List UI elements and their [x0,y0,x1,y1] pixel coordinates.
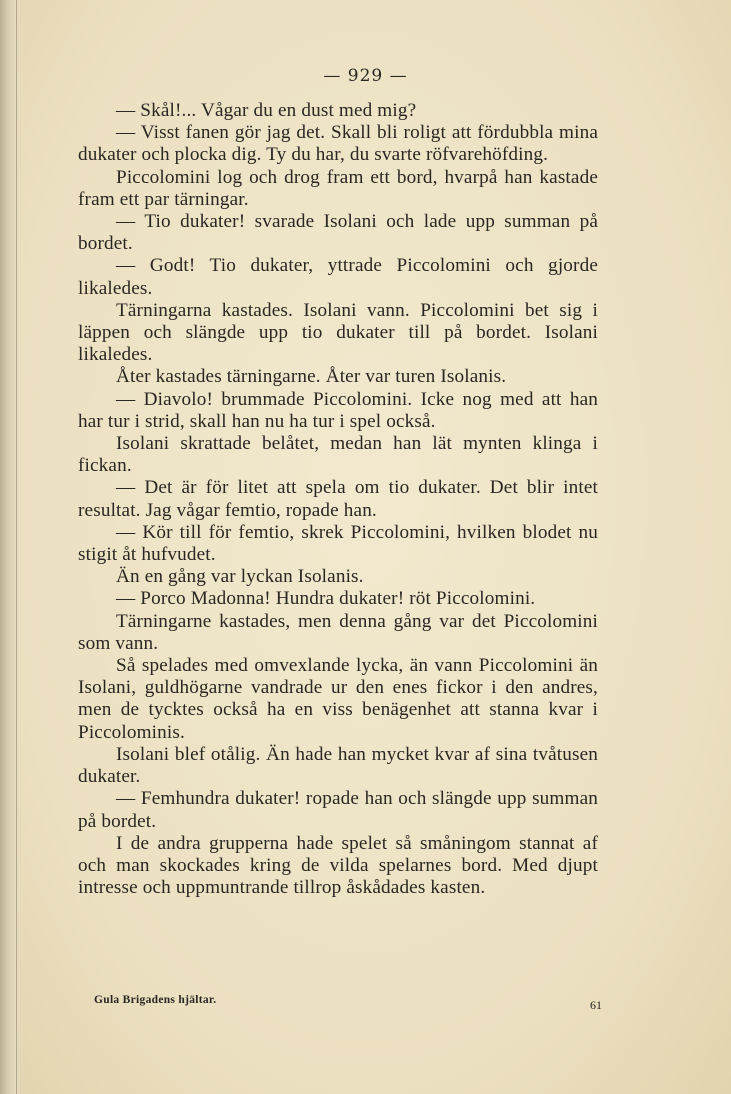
footer-signature-mark: 61 [590,998,602,1012]
binding-edge-line [16,0,17,1094]
paragraph: — Skål!... Vågar du en dust med mig? [116,100,417,121]
page-number: — 929 — [323,66,408,86]
paragraph: Än en gång var lyckan Isolanis. [116,566,364,588]
paragraph: Isolani skrattade belåtet, medan han lät mynten klinga i fickan. [78,433,598,477]
paragraph: — Kör till för femtio, skrek Piccolomini, hvilken blodet nu stigit åt hufvudet. [78,521,598,566]
footer-book-title: Gula Brigadens hjältar. [94,994,217,1006]
paragraph: — Femhundra dukater! ropade han och slängde upp summan på bordet. [78,788,598,832]
paragraph: — Tio dukater! svarade Isolani och lade upp summan på bordet. [78,211,598,255]
paragraph: — Visst fanen gör jag det. Skall bli roligt att fördubbla mina dukater och plocka dig. Ty du har, du svarte röfvarehöfding. [78,122,598,166]
paragraph: Så spelades med omvexlande lycka, än vann Piccolomini än Isolani, guldhögarne vandrade ur den enes fickor i den andres, men de tycktes också ha en viss benägenhet att stanna kvar i Piccolominis. [78,655,598,743]
paragraph: — Det är för litet att spela om tio dukater. Det blir intet resultat. Jag vågar femtio, ropade han. [78,477,598,521]
paragraph: Tärningarna kastades. Isolani vann. Piccolomini bet sig i läppen och slängde upp tio dukater till på bordet. Isolani likaledes. [78,299,598,366]
page-binding-shadow [0,0,22,1094]
paragraph: Isolani blef otålig. Än hade han mycket kvar af sina tvåtusen dukater. [78,743,598,788]
paragraph: Tärningarne kastades, men denna gång var det Piccolomini som vann. [78,610,598,654]
paragraph: — Godt! Tio dukater, yttrade Piccolomini och gjorde likaledes. [78,255,598,299]
paragraph: I de andra grupperna hade spelet så småningom stannat af och man skockades kring de vilda spelarnes bord. Med djupt intresse och uppmuntrande tillrop åskådades kasten. [78,832,598,899]
paragraph: — Diavolo! brummade Piccolomini. Icke nog med att han har tur i strid, skall han nu ha tur i spel också. [78,388,598,432]
body-text [78,100,598,899]
paragraph: Piccolomini log och drog fram ett bord, hvarpå han kastade fram ett par tärningar. [78,166,598,210]
paragraph: Åter kastades tärningarne. Åter var turen Isolanis. [116,366,507,388]
paragraph: — Porco Madonna! Hundra dukater! röt Piccolomini. [116,588,536,610]
